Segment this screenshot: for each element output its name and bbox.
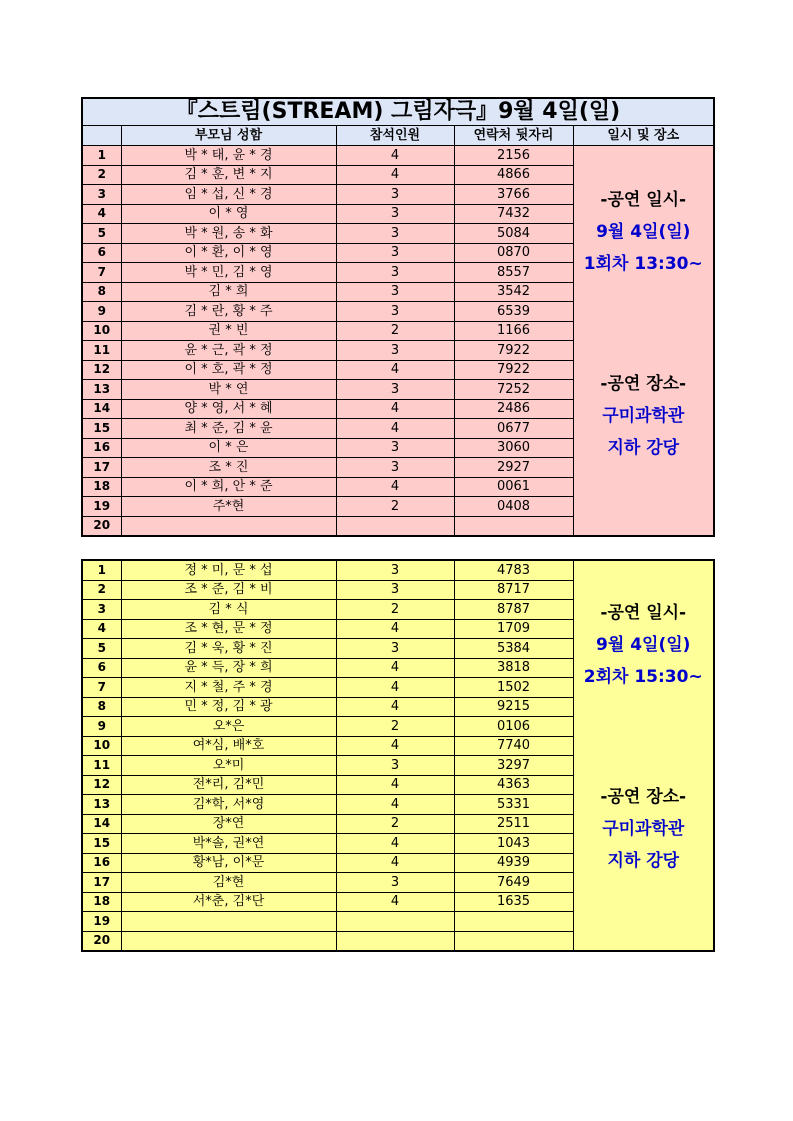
phone-last-digits: 0106 [454,717,573,737]
row-number: 15 [82,419,121,439]
phone-last-digits [454,516,573,536]
header-name: 부모님 성함 [121,126,336,146]
phone-last-digits [454,912,573,932]
phone-last-digits: 7432 [454,204,573,224]
phone-last-digits: 4866 [454,165,573,185]
row-number: 17 [82,458,121,478]
row-number: 7 [82,678,121,698]
phone-last-digits: 1502 [454,678,573,698]
attendee-count: 4 [336,619,454,639]
date-label: -공연 일시- [600,603,687,623]
row-number: 19 [82,497,121,517]
row-number: 11 [82,756,121,776]
phone-last-digits: 8787 [454,600,573,620]
row-number: 2 [82,165,121,185]
attendee-count: 4 [336,658,454,678]
parent-name: 김 * 희 [121,282,336,302]
attendee-count: 3 [336,873,454,893]
phone-last-digits: 0061 [454,477,573,497]
parent-name: 이 * 은 [121,438,336,458]
parent-name: 윤 * 근, 곽 * 정 [121,341,336,361]
phone-last-digits: 4783 [454,560,573,580]
table-header [82,126,714,146]
phone-last-digits: 0408 [454,497,573,517]
attendee-count: 4 [336,399,454,419]
header-count: 참석인원 [336,126,454,146]
parent-name: 임 * 섭, 신 * 경 [121,185,336,205]
header-phone: 연락처 뒷자리 [454,126,573,146]
parent-name: 이 * 환, 이 * 영 [121,243,336,263]
parent-name: 윤 * 득, 장 * 희 [121,658,336,678]
parent-name: 이 * 호, 곽 * 정 [121,360,336,380]
attendee-count: 2 [336,600,454,620]
phone-last-digits [454,931,573,951]
header-info: 일시 및 장소 [573,126,714,146]
attendee-count: 4 [336,360,454,380]
parent-name: 지 * 철, 주 * 경 [121,678,336,698]
row-number: 16 [82,438,121,458]
parent-name: 박 * 민, 김 * 영 [121,263,336,283]
phone-last-digits: 0677 [454,419,573,439]
phone-last-digits: 2927 [454,458,573,478]
page-title: 『스트림(STREAM) 그림자극』9월 4일(일) [82,98,714,126]
row-number: 3 [82,600,121,620]
phone-last-digits: 1709 [454,619,573,639]
parent-name: 김*학, 서*영 [121,795,336,815]
row-number: 1 [82,560,121,580]
phone-last-digits: 7649 [454,873,573,893]
row-number: 5 [82,224,121,244]
parent-name: 오*미 [121,756,336,776]
attendee-count: 4 [336,697,454,717]
row-number: 9 [82,717,121,737]
parent-name: 오*은 [121,717,336,737]
attendee-count: 4 [336,477,454,497]
parent-name [121,516,336,536]
row-number: 10 [82,321,121,341]
parent-name: 조 * 현, 문 * 정 [121,619,336,639]
attendee-count: 3 [336,458,454,478]
row-number: 16 [82,853,121,873]
row-number: 13 [82,380,121,400]
performance-date: 9월 4일(일) [596,635,691,655]
attendee-count: 3 [336,224,454,244]
performance-place: 구미과학관 [602,406,685,426]
attendee-count: 4 [336,146,454,166]
performance-place: 구미과학관 [602,819,685,839]
parent-name: 박 * 연 [121,380,336,400]
phone-last-digits: 3542 [454,282,573,302]
row-number: 2 [82,580,121,600]
parent-name: 김*현 [121,873,336,893]
attendee-count: 2 [336,321,454,341]
phone-last-digits: 7922 [454,341,573,361]
attendee-count: 4 [336,775,454,795]
parent-name: 김 * 식 [121,600,336,620]
place-label: -공연 장소- [600,374,687,394]
attendee-count: 3 [336,302,454,322]
performance-room: 지하 강당 [607,438,680,458]
place-label: -공연 장소- [600,787,687,807]
performance-date: 9월 4일(일) [596,222,691,242]
phone-last-digits: 3297 [454,756,573,776]
parent-name [121,912,336,932]
row-number: 18 [82,477,121,497]
phone-last-digits: 8557 [454,263,573,283]
attendee-count [336,912,454,932]
date-label: -공연 일시- [600,190,687,210]
row-number: 5 [82,639,121,659]
parent-name: 정 * 미, 문 * 섭 [121,560,336,580]
phone-last-digits: 1166 [454,321,573,341]
row-number: 12 [82,775,121,795]
session2-table [81,559,715,952]
row-number: 17 [82,873,121,893]
attendee-count: 4 [336,834,454,854]
attendee-count: 2 [336,497,454,517]
row-number: 20 [82,516,121,536]
parent-name: 박 * 원, 송 * 화 [121,224,336,244]
phone-last-digits: 2156 [454,146,573,166]
phone-last-digits: 9215 [454,697,573,717]
parent-name: 서*춘, 김*단 [121,892,336,912]
parent-name: 양 * 영, 서 * 혜 [121,399,336,419]
parent-name: 이 * 희, 안 * 준 [121,477,336,497]
parent-name: 김 * 훈, 변 * 지 [121,165,336,185]
attendee-count: 2 [336,814,454,834]
attendee-count: 4 [336,736,454,756]
parent-name: 민 * 정, 김 * 광 [121,697,336,717]
parent-name: 이 * 영 [121,204,336,224]
row-number: 20 [82,931,121,951]
row-number: 18 [82,892,121,912]
performance-time: 1회차 13:30~ [583,254,703,274]
phone-last-digits: 7252 [454,380,573,400]
attendee-count: 4 [336,853,454,873]
attendee-count: 3 [336,438,454,458]
row-number: 4 [82,204,121,224]
attendee-count: 3 [336,341,454,361]
attendee-count: 3 [336,185,454,205]
attendee-count [336,516,454,536]
phone-last-digits: 4939 [454,853,573,873]
parent-name [121,931,336,951]
parent-name: 최 * 준, 김 * 윤 [121,419,336,439]
phone-last-digits: 8717 [454,580,573,600]
phone-last-digits: 7740 [454,736,573,756]
attendee-count: 4 [336,678,454,698]
parent-name: 김 * 욱, 황 * 진 [121,639,336,659]
row-number: 11 [82,341,121,361]
attendee-count: 3 [336,580,454,600]
phone-last-digits: 2511 [454,814,573,834]
schedule-info-cell [573,146,714,537]
phone-last-digits: 2486 [454,399,573,419]
attendee-count: 4 [336,419,454,439]
attendee-count: 3 [336,204,454,224]
row-number: 14 [82,814,121,834]
parent-name: 여*심, 배*호 [121,736,336,756]
table-row [82,146,714,166]
parent-name: 주*현 [121,497,336,517]
attendee-count: 3 [336,263,454,283]
row-number: 8 [82,282,121,302]
row-number: 15 [82,834,121,854]
parent-name: 황*남, 이*문 [121,853,336,873]
row-number: 14 [82,399,121,419]
phone-last-digits: 3818 [454,658,573,678]
parent-name: 권 * 빈 [121,321,336,341]
attendee-count: 3 [336,560,454,580]
parent-name: 조 * 준, 김 * 비 [121,580,336,600]
attendee-count: 4 [336,795,454,815]
row-number: 7 [82,263,121,283]
performance-time: 2회차 15:30~ [583,667,703,687]
schedule-info-cell [573,560,714,951]
phone-last-digits: 3766 [454,185,573,205]
row-number: 19 [82,912,121,932]
attendee-count: 4 [336,892,454,912]
attendee-count: 3 [336,639,454,659]
parent-name: 조 * 진 [121,458,336,478]
row-number: 1 [82,146,121,166]
attendee-count: 3 [336,243,454,263]
table-row [82,560,714,580]
header-no [82,126,121,146]
phone-last-digits: 1635 [454,892,573,912]
session1-table [81,97,715,537]
performance-room: 지하 강당 [607,851,680,871]
phone-last-digits: 5384 [454,639,573,659]
row-number: 8 [82,697,121,717]
phone-last-digits: 5331 [454,795,573,815]
parent-name: 장*연 [121,814,336,834]
row-number: 13 [82,795,121,815]
phone-last-digits: 4363 [454,775,573,795]
parent-name: 박*솔, 권*연 [121,834,336,854]
parent-name: 박 * 태, 윤 * 경 [121,146,336,166]
row-number: 4 [82,619,121,639]
attendee-count: 3 [336,282,454,302]
row-number: 12 [82,360,121,380]
phone-last-digits: 7922 [454,360,573,380]
row-number: 3 [82,185,121,205]
phone-last-digits: 1043 [454,834,573,854]
attendee-count: 4 [336,165,454,185]
parent-name: 김 * 란, 황 * 주 [121,302,336,322]
row-number: 6 [82,243,121,263]
parent-name: 전*리, 김*민 [121,775,336,795]
phone-last-digits: 0870 [454,243,573,263]
phone-last-digits: 5084 [454,224,573,244]
phone-last-digits: 3060 [454,438,573,458]
row-number: 6 [82,658,121,678]
row-number: 10 [82,736,121,756]
phone-last-digits: 6539 [454,302,573,322]
attendee-count: 2 [336,717,454,737]
attendee-count [336,931,454,951]
attendee-count: 3 [336,380,454,400]
row-number: 9 [82,302,121,322]
attendee-count: 3 [336,756,454,776]
